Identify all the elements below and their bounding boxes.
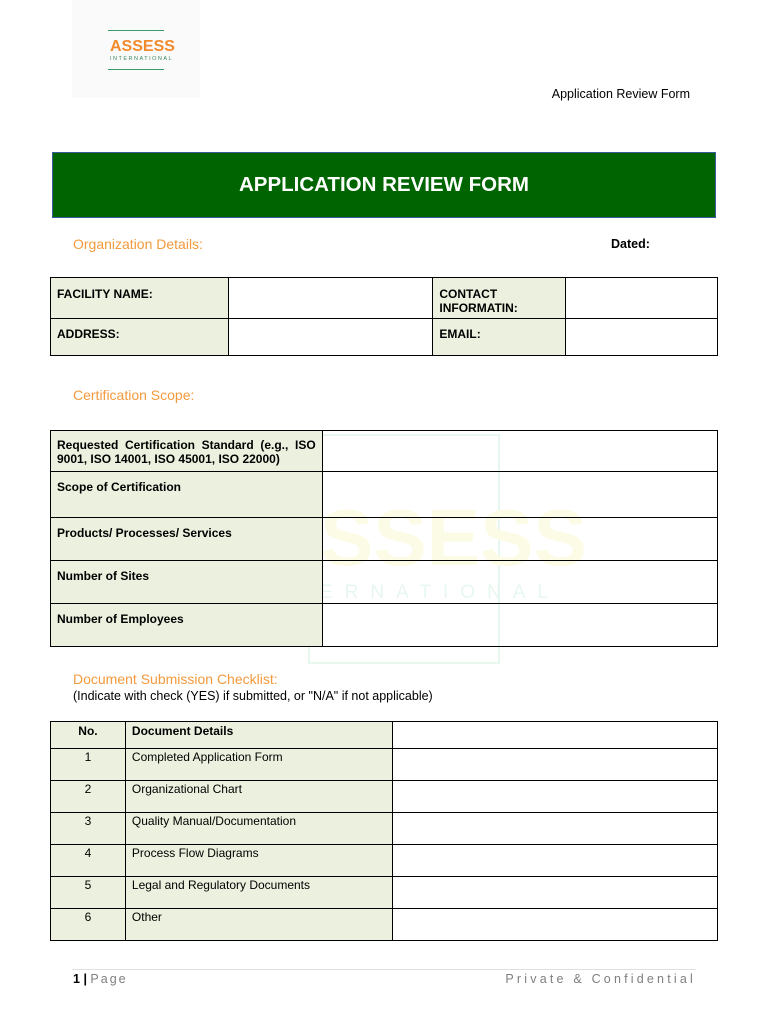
form-title-banner	[52, 152, 716, 218]
table-row	[51, 319, 718, 356]
watermark-word: SSESS	[320, 493, 587, 582]
document-name: Quality Manual/Documentation	[125, 813, 392, 845]
header-title: Application Review Form	[551, 87, 690, 101]
page-number: 1	[73, 972, 80, 986]
products-processes-field[interactable]	[322, 518, 717, 561]
certification-scope-table	[50, 430, 718, 647]
watermark-subtitle: ERNATIONAL	[320, 582, 561, 603]
facility-name-field[interactable]	[228, 278, 433, 319]
submission-status-field[interactable]	[392, 813, 717, 845]
page-label: Page	[90, 972, 128, 986]
logo-word: ASSESS	[110, 38, 175, 55]
submission-status-field[interactable]	[392, 877, 717, 909]
row-number: 6	[51, 909, 126, 941]
number-of-employees-label: Number of Employees	[51, 604, 323, 647]
row-number: 5	[51, 877, 126, 909]
row-number: 4	[51, 845, 126, 877]
certification-scope-heading: Certification Scope:	[73, 387, 195, 403]
scope-of-certification-label: Scope of Certification	[51, 472, 323, 518]
row-number: 3	[51, 813, 126, 845]
table-row	[51, 813, 718, 845]
company-logo	[72, 0, 200, 98]
form-title: APPLICATION REVIEW FORM	[238, 173, 530, 196]
number-of-sites-label: Number of Sites	[51, 561, 323, 604]
document-checklist-heading: Document Submission Checklist:	[73, 671, 278, 687]
table-row	[51, 278, 718, 319]
facility-name-label: FACILITY NAME:	[51, 278, 229, 319]
table-row	[51, 472, 718, 518]
contact-info-label: CONTACT INFORMATIN:	[433, 278, 566, 319]
document-name: Organizational Chart	[125, 781, 392, 813]
address-field[interactable]	[228, 319, 433, 356]
table-row	[51, 877, 718, 909]
number-of-employees-field[interactable]	[322, 604, 717, 647]
dated-label: Dated:	[611, 237, 650, 251]
contact-info-field[interactable]	[566, 278, 718, 319]
org-details-table	[50, 277, 718, 356]
submission-status-field[interactable]	[392, 909, 717, 941]
address-label: ADDRESS:	[51, 319, 229, 356]
table-row	[51, 845, 718, 877]
confidentiality-notice: Private & Confidential	[505, 972, 696, 986]
number-of-sites-field[interactable]	[322, 561, 717, 604]
footer-divider	[72, 969, 696, 970]
scope-of-certification-field[interactable]	[322, 472, 717, 518]
submission-status-field[interactable]	[392, 781, 717, 813]
page-footer	[73, 972, 128, 986]
row-number: 2	[51, 781, 126, 813]
document-name: Legal and Regulatory Documents	[125, 877, 392, 909]
email-field[interactable]	[566, 319, 718, 356]
table-row	[51, 781, 718, 813]
logo-subtitle: INTERNATIONAL	[110, 56, 174, 62]
submission-status-field[interactable]	[392, 749, 717, 781]
document-checklist-table	[50, 721, 718, 941]
table-row	[51, 604, 718, 647]
products-processes-label: Products/ Processes/ Services	[51, 518, 323, 561]
table-row	[51, 518, 718, 561]
column-header-status	[392, 722, 717, 749]
document-name: Process Flow Diagrams	[125, 845, 392, 877]
table-row	[51, 561, 718, 604]
email-label: EMAIL:	[433, 319, 566, 356]
org-details-heading: Organization Details:	[73, 236, 203, 252]
column-header-no: No.	[51, 722, 126, 749]
requested-standard-field[interactable]	[322, 431, 717, 472]
table-row	[51, 749, 718, 781]
table-row	[51, 909, 718, 941]
requested-standard-label: Requested Certification Standard (e.g., ISO 9001, ISO 14001, ISO 45001, ISO 22000)	[51, 431, 323, 472]
column-header-document-details: Document Details	[125, 722, 392, 749]
row-number: 1	[51, 749, 126, 781]
document-name: Other	[125, 909, 392, 941]
document-name: Completed Application Form	[125, 749, 392, 781]
page-separator: |	[83, 972, 87, 986]
submission-status-field[interactable]	[392, 845, 717, 877]
table-row	[51, 431, 718, 472]
table-header-row	[51, 722, 718, 749]
checklist-note: (Indicate with check (YES) if submitted, or "N/A" if not applicable)	[73, 689, 433, 703]
